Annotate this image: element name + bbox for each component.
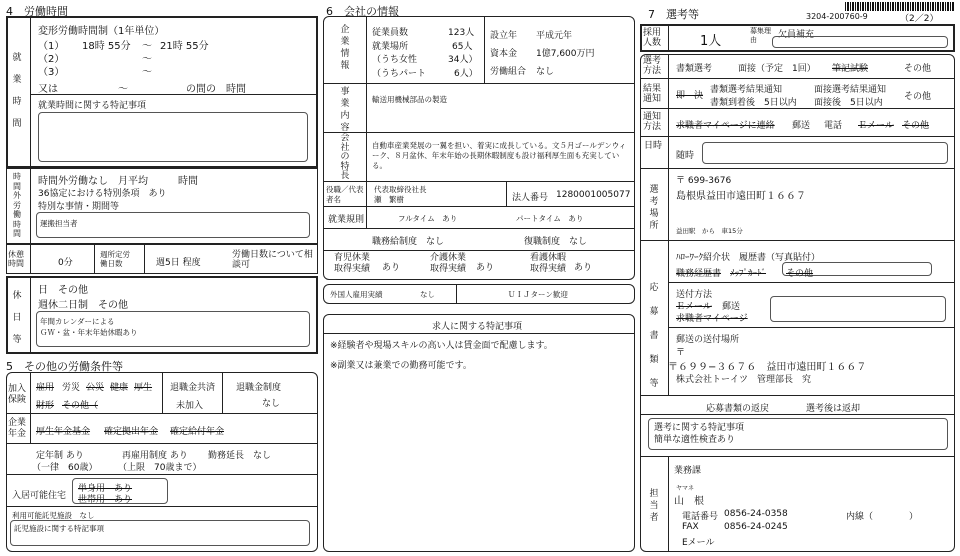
work-special-label: 就業時間に関する特記事項 bbox=[38, 101, 147, 111]
retire-system: 退職金制度 bbox=[236, 383, 282, 393]
place-addr: 島根県益田市遠田町１６６７ bbox=[676, 191, 806, 202]
corp-no: 1280001005077 bbox=[556, 190, 631, 200]
women-val: 34人） bbox=[448, 55, 478, 65]
section-4-title: 4 労働時間 bbox=[6, 5, 68, 18]
retire-system-val: なし bbox=[262, 399, 281, 409]
business: 輸送用機械部品の製造 bbox=[372, 95, 447, 104]
reason-val: 欠員補充 bbox=[778, 30, 815, 40]
notes-1: ※経験者や現場スキルの高い人は賃金面で配慮します。 bbox=[330, 341, 553, 351]
union-val: なし bbox=[536, 67, 555, 77]
contact-name: 山 根 bbox=[674, 496, 704, 507]
sel-notes-title: 選考に関する特記事項 bbox=[654, 423, 745, 433]
label-jigyo: 事 業 内 容 bbox=[340, 87, 350, 133]
rules-full: フルタイム あり bbox=[398, 214, 458, 223]
agreement: 36協定における特別条項 あり bbox=[38, 189, 167, 199]
capital-val: 1億7,600万円 bbox=[536, 49, 595, 59]
retire-age: 定年制 あり bbox=[36, 451, 84, 461]
label-kyukei: 休憩時間 bbox=[8, 250, 24, 268]
barcode bbox=[845, 2, 955, 11]
pension-label: 企業年金 bbox=[8, 418, 27, 439]
rehire: 再雇用制度 あり bbox=[122, 451, 188, 461]
allowance: 職務給制度 なし bbox=[372, 237, 445, 247]
special-case: 特別な事情・期間等 bbox=[38, 202, 120, 212]
label-tokucho: 会 社 の 特 長 bbox=[340, 133, 350, 181]
rehire-system: 復職制度 なし bbox=[524, 237, 588, 247]
holiday2: 週休二日制 その他 bbox=[38, 300, 128, 311]
mata: 又は bbox=[38, 84, 58, 95]
uij: ＵＩＪターン歓迎 bbox=[508, 290, 568, 299]
place-zip: 〒 699-3676 bbox=[676, 176, 732, 186]
label-tantosha: 担 当 者 bbox=[649, 489, 659, 523]
section-7-title: 7 選考等 bbox=[648, 8, 699, 21]
employees-val: 123人 bbox=[448, 28, 475, 38]
holiday1: 日 その他 bbox=[38, 285, 88, 296]
date-val: 随時 bbox=[676, 151, 695, 161]
holiday-note1: 年間カレンダーによる bbox=[40, 317, 115, 326]
ins-label: 加入保険 bbox=[8, 384, 27, 405]
rep-label: 役職／代表者名 bbox=[326, 185, 364, 204]
retire-mutual-val: 未加入 bbox=[176, 401, 204, 411]
break-val: 0分 bbox=[58, 258, 73, 268]
housing-label: 入居可能住宅 bbox=[12, 491, 67, 501]
rep-title: 代表取締役社長 bbox=[374, 185, 427, 194]
notes-title: 求人に関する特記事項 bbox=[432, 322, 523, 332]
weekly-label: 週所定労働日数 bbox=[100, 250, 130, 268]
childcare: 利用可能託児施設 なし bbox=[12, 511, 95, 520]
retire-mutual: 退職金共済 bbox=[170, 383, 216, 393]
extension: 勤務延長 なし bbox=[208, 451, 272, 461]
return-val: 選考後は返却 bbox=[806, 404, 861, 414]
kana: ヤマネ bbox=[676, 485, 695, 492]
doc-code: 3204-200760-9 bbox=[806, 12, 868, 21]
section-6-title: 6 会社の情報 bbox=[326, 5, 399, 18]
holiday-note2: ＧＷ・盆・年末年始休暇あり bbox=[40, 328, 138, 337]
page-number: （2／2） bbox=[900, 14, 939, 24]
notes-2: ※副業又は兼業での勤務可能です。 bbox=[330, 361, 472, 371]
label-jikangai: 時 間 外 労 働 時 間 bbox=[13, 172, 21, 238]
label-kigyo: 企 業 情 報 bbox=[340, 25, 350, 71]
work-special-bracket bbox=[38, 112, 308, 162]
dest-addr: 〒６９９−３６７６ 益田市遠田町１６６７ bbox=[668, 362, 867, 373]
part-val: 6人） bbox=[454, 69, 478, 79]
hire-label: 採用人数 bbox=[643, 28, 662, 48]
dest-company: 株式会社トーイツ 管理部長 究 bbox=[676, 375, 812, 385]
founded-val: 平成元年 bbox=[536, 31, 573, 41]
apply-docs1: ﾊﾛｰﾜｰｸ紹介状 履歴書（写真貼付） bbox=[676, 253, 821, 263]
days-note: 労働日数について相談可 bbox=[232, 250, 313, 270]
childcare-note: 託児施設に関する特記事項 bbox=[14, 524, 104, 533]
label-kyujitsu: 休 日 等 bbox=[12, 291, 22, 345]
special-case-val: 運搬担当者 bbox=[40, 219, 78, 228]
features: 自動車産業発展の一翼を担い、着実に成長している。文５月ゴールデンウィーク、８月盆休、年末年始の長期休暇制度も設け福利厚生面も充実している。 bbox=[372, 141, 627, 170]
tel: 0856-24-0358 bbox=[724, 509, 788, 519]
weekly-val: 週5日 程度 bbox=[156, 258, 201, 268]
overtime: 時間外労働なし 月平均 時間 bbox=[38, 176, 198, 187]
section-5-title: 5 その他の労働条件等 bbox=[6, 360, 123, 373]
sel-notes-val: 簡単な適性検査あり bbox=[654, 435, 736, 445]
fax: 0856-24-0245 bbox=[724, 522, 788, 532]
label-senko-basho: 選 考 場 所 bbox=[649, 185, 659, 231]
rules-part: パートタイム あり bbox=[516, 214, 584, 223]
ext: 内線（ ） bbox=[846, 512, 919, 522]
rep-name: 瀬 繁樹 bbox=[374, 195, 404, 204]
foreign-val: なし bbox=[420, 290, 435, 299]
workplace-val: 65人 bbox=[452, 42, 473, 52]
place-access: 益田駅 から 車15分 bbox=[676, 227, 743, 235]
work-system: 変形労働時間制（1年単位） bbox=[38, 26, 165, 37]
label-shugyo: 就 業 時 間 bbox=[12, 53, 22, 129]
label-oubo: 応 募 書 類 等 bbox=[649, 283, 659, 389]
dept: 業務課 bbox=[674, 466, 702, 476]
hire-val: 1人 bbox=[700, 34, 722, 49]
